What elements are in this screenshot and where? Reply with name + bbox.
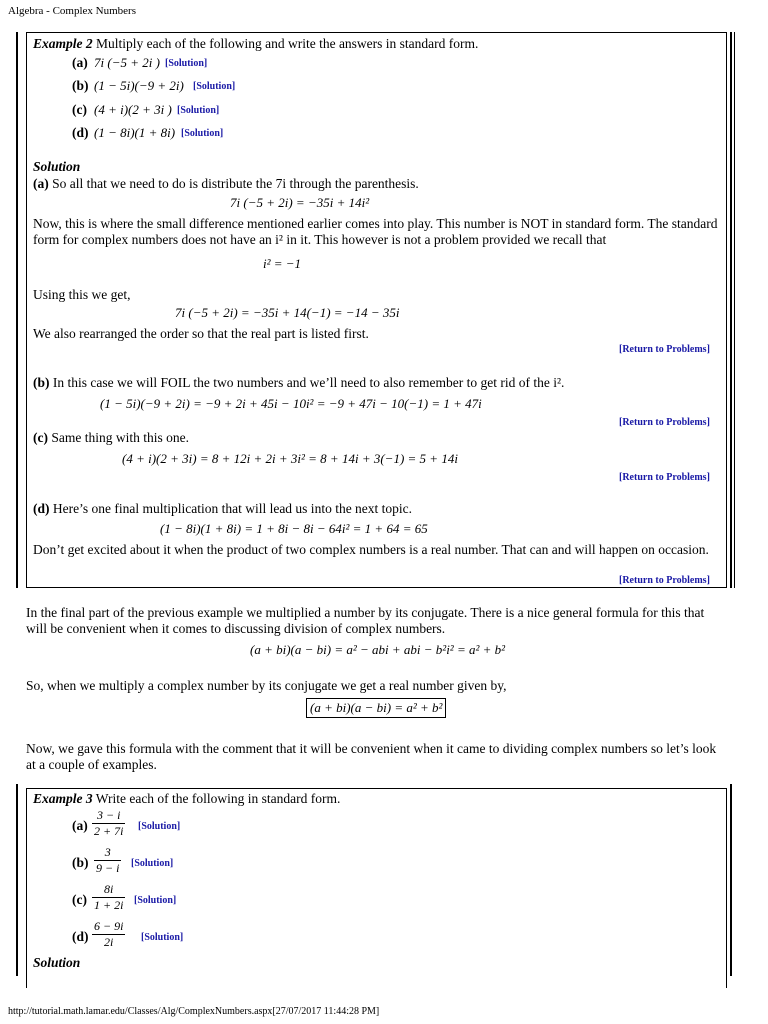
ex2-part-b-text: In this case we will FOIL the two numbers and we’ll need to also remember to get rid of the i². [49, 375, 565, 390]
ex2-problem-a-label: (a) [72, 55, 88, 70]
ex2-problem-a-expr: 7i (−5 + 2i ) [94, 55, 160, 70]
return-to-problems-link-b[interactable]: [Return to Problems] [619, 417, 710, 428]
ex2-part-a-math2: i² = −1 [263, 256, 302, 271]
return-to-problems-link-d[interactable]: [Return to Problems] [619, 575, 710, 586]
ex2-problem-c-label: (c) [72, 102, 87, 117]
ex3-problem-a-fraction [92, 808, 125, 839]
example2-heading [33, 36, 478, 52]
ex3-solution-heading: Solution [33, 955, 81, 970]
ex2-part-b-intro [33, 375, 564, 391]
return-to-problems-link-a[interactable]: [Return to Problems] [619, 344, 710, 355]
ex2-part-a-text: So all that we need to do is distribute the 7i through the parenthesis. [48, 176, 419, 191]
example3-prompt: Write each of the following in standard form. [95, 791, 341, 806]
ex3-problem-d-numerator: 6 − 9i [94, 919, 124, 933]
ex2-part-b-math: (1 − 5i)(−9 + 2i) = −9 + 2i + 45i − 10i² = −9 + 47i − 10(−1) = 1 + 47i [100, 396, 482, 411]
example2-title: Example 2 [33, 36, 93, 51]
return-to-problems-link-c[interactable]: [Return to Problems] [619, 472, 710, 483]
ex2-problem-b-solution-link[interactable]: [Solution] [193, 81, 236, 92]
ex2-problem-d-label: (d) [72, 125, 89, 140]
ex2-part-a-intro [33, 176, 419, 192]
right-page-rule-inner [734, 32, 735, 588]
left-page-rule-bottom [16, 784, 18, 976]
ex3-problem-b-denominator: 9 − i [96, 861, 120, 875]
ex2-problem-c-expr: (4 + i)(2 + 3i ) [94, 102, 172, 117]
ex3-problem-c-numerator: 8i [92, 882, 125, 898]
ex2-part-a-label: (a) [33, 176, 49, 191]
ex2-problem-b-expr: (1 − 5i)(−9 + 2i) [94, 78, 184, 93]
ex3-problem-d-solution-link[interactable]: [Solution] [141, 932, 184, 943]
left-page-rule [16, 32, 18, 588]
ex3-problem-d-denominator: 2i [104, 935, 114, 949]
right-page-rule [730, 32, 732, 588]
example3-title: Example 3 [33, 791, 93, 806]
ex2-part-d-paragraph: Don’t get excited about it when the product of two complex numbers is a real number. That can and will happen on occasion. [33, 542, 709, 557]
ex2-problem-b-label: (b) [72, 78, 89, 93]
ex3-problem-c-label: (c) [72, 892, 87, 907]
ex2-part-a-paragraph: Now, this is where the small difference mentioned earlier comes into play. This number is NOT in standard form. The standard form for complex numbers does not have an i² in it. This however is not a problem provided we recall that [33, 216, 718, 247]
ex3-problem-a-label: (a) [72, 818, 88, 833]
example3-heading [33, 791, 340, 807]
ex2-part-d-intro [33, 501, 412, 517]
ex2-part-b-label: (b) [33, 375, 50, 390]
ex2-part-c-intro [33, 430, 189, 446]
ex3-problem-c-solution-link[interactable]: [Solution] [134, 895, 177, 906]
conjugate-formula-boxed: (a + bi)(a − bi) = a² + b² [306, 698, 446, 718]
ex3-problem-b-fraction [94, 845, 121, 876]
right-page-rule-bottom [730, 784, 732, 976]
ex2-part-d-text: Here’s one final multiplication that will lead us into the next topic. [49, 501, 413, 516]
ex2-problem-a-solution-link[interactable]: [Solution] [165, 58, 208, 69]
ex3-problem-d-fraction [92, 919, 125, 950]
ex2-problem-d-solution-link[interactable]: [Solution] [181, 128, 224, 139]
ex2-part-d-label: (d) [33, 501, 50, 516]
ex3-problem-b-numerator: 3 [94, 845, 121, 861]
ex3-problem-c-fraction [92, 882, 125, 913]
conjugate-expansion-math: (a + bi)(a − bi) = a² − abi + abi − b²i² = a² + b² [250, 642, 506, 657]
ex2-problem-d-expr: (1 − 8i)(1 + 8i) [94, 125, 176, 140]
ex2-part-a-math1: 7i (−5 + 2i) = −35i + 14i² [230, 195, 370, 210]
conjugate-result-paragraph: So, when we multiply a complex number by its conjugate we get a real number given by, [26, 678, 507, 693]
ex2-part-a-rearranged: We also rearranged the order so that the real part is listed first. [33, 326, 369, 341]
ex2-part-d-math: (1 − 8i)(1 + 8i) = 1 + 8i − 8i − 64i² = 1 + 64 = 65 [160, 521, 428, 536]
example3-box [26, 788, 727, 988]
division-intro-paragraph: Now, we gave this formula with the comment that it will be convenient when it came to dividing complex numbers so let’s look at a couple of examples. [26, 741, 717, 772]
ex2-part-a-math3: 7i (−5 + 2i) = −35i + 14(−1) = −14 − 35i [175, 305, 400, 320]
ex2-part-a-using: Using this we get, [33, 287, 131, 302]
ex3-problem-a-denominator: 2 + 7i [94, 824, 124, 838]
ex2-part-c-label: (c) [33, 430, 48, 445]
page-footer-url: http://tutorial.math.lamar.edu/Classes/Alg/ComplexNumbers.aspx[27/07/2017 11:44:28 PM] [8, 1006, 380, 1017]
ex3-problem-c-denominator: 1 + 2i [94, 898, 124, 912]
ex2-solution-heading: Solution [33, 159, 81, 174]
example2-prompt: Multiply each of the following and write the answers in standard form. [96, 36, 479, 51]
ex3-problem-a-solution-link[interactable]: [Solution] [138, 821, 181, 832]
ex3-problem-a-numerator: 3 − i [92, 808, 125, 824]
ex2-part-c-math: (4 + i)(2 + 3i) = 8 + 12i + 2i + 3i² = 8 + 14i + 3(−1) = 5 + 14i [122, 451, 458, 466]
ex3-problem-d-label: (d) [72, 929, 89, 944]
ex2-problem-c-solution-link[interactable]: [Solution] [177, 105, 220, 116]
page-header: Algebra - Complex Numbers [8, 5, 136, 17]
ex2-part-c-text: Same thing with this one. [47, 430, 189, 445]
ex3-problem-b-solution-link[interactable]: [Solution] [131, 858, 174, 869]
ex3-problem-b-label: (b) [72, 855, 89, 870]
conjugate-intro-paragraph: In the final part of the previous example we multiplied a number by its conjugate. There is a nice general formula for this that will be convenient when it comes to discussing division of complex numbers. [26, 605, 705, 636]
